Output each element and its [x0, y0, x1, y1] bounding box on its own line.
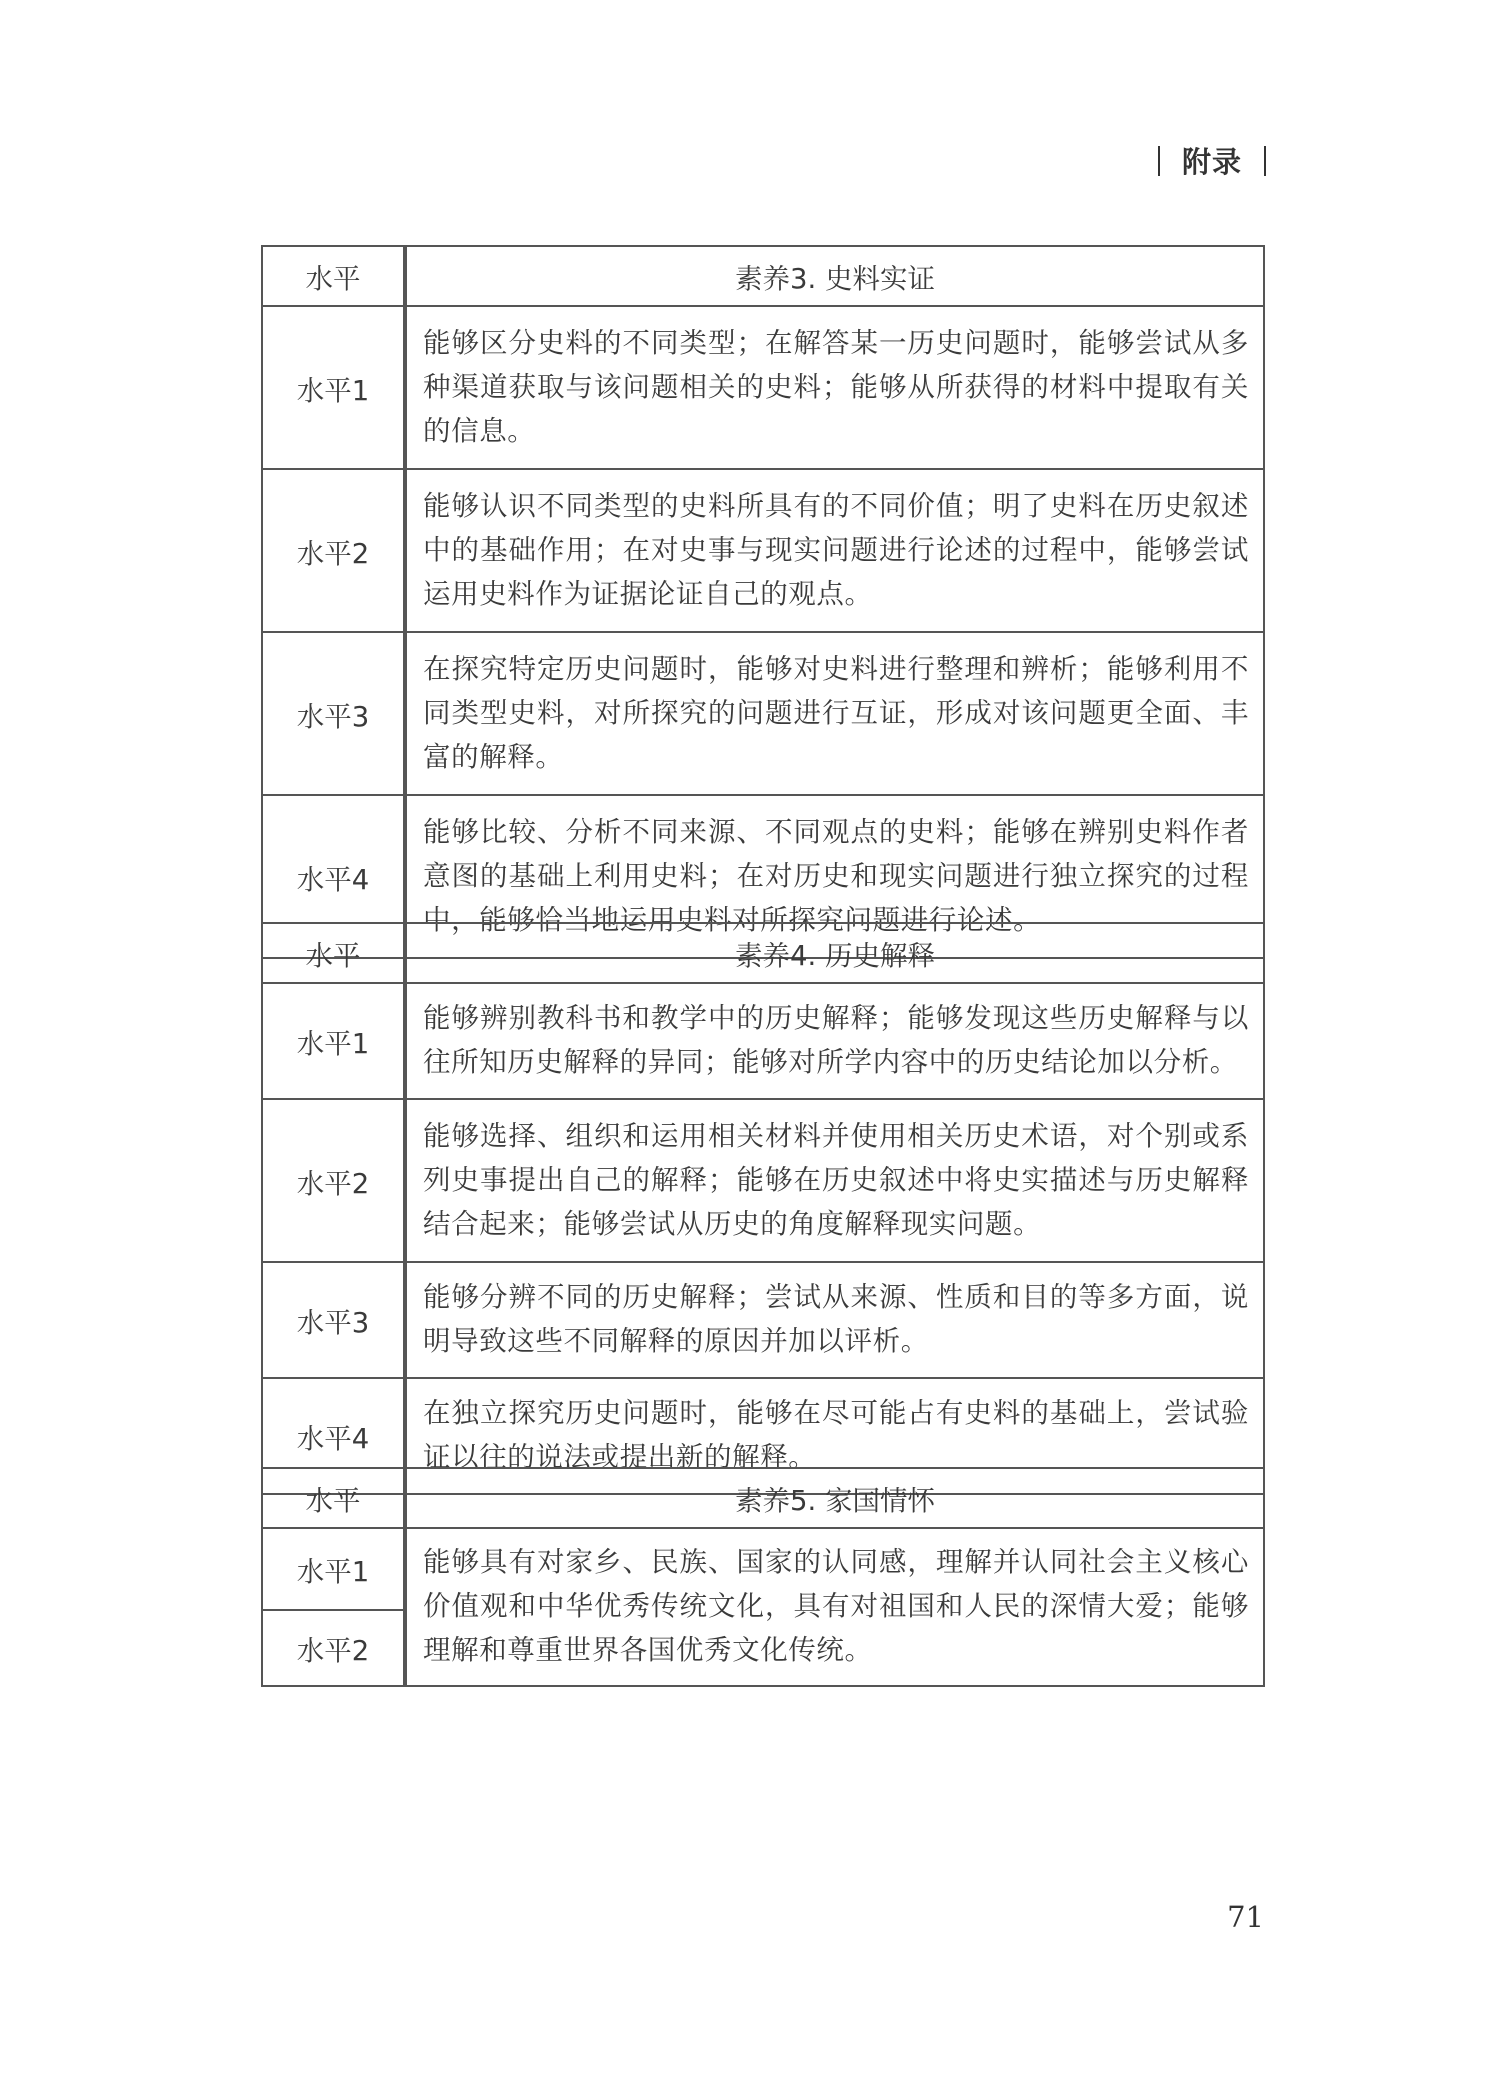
table-row: [262, 1262, 1264, 1378]
section-title: 附录: [1181, 145, 1242, 179]
table-row: [262, 1528, 1264, 1610]
table-header-row: [262, 1468, 1264, 1528]
table-header-row: [262, 923, 1264, 983]
literacy-table-5: [261, 1467, 1265, 1687]
header-divider-right: [1264, 146, 1266, 176]
literacy-table-3: [261, 245, 1265, 959]
level-label: 水平4: [262, 795, 405, 958]
level-description: 能够分辨不同的历史解释；尝试从来源、性质和目的等多方面，说明导致这些不同解释的原因并加以评析。: [405, 1262, 1264, 1378]
table-row: [262, 983, 1264, 1099]
level-label: 水平1: [262, 1528, 405, 1610]
level-label: 水平3: [262, 1262, 405, 1378]
table-row: [262, 469, 1264, 632]
literacy-title: 素养4. 历史解释: [405, 923, 1264, 983]
level-label: 水平2: [262, 1610, 405, 1686]
running-head: [1158, 140, 1266, 181]
level-label: 水平2: [262, 469, 405, 632]
table-header-row: [262, 246, 1264, 306]
level-column-header: 水平: [262, 923, 405, 983]
level-description: 能够具有对家乡、民族、国家的认同感，理解并认同社会主义核心价值观和中华优秀传统文化，具有对祖国和人民的深情大爱；能够理解和尊重世界各国优秀文化传统。: [405, 1528, 1264, 1686]
level-description: 能够辨别教科书和教学中的历史解释；能够发现这些历史解释与以往所知历史解释的异同；能够对所学内容中的历史结论加以分析。: [405, 983, 1264, 1099]
literacy-table-4: [261, 922, 1265, 1495]
level-description: 在独立探究历史问题时，能够在尽可能占有史料的基础上，尝试验证以往的说法或提出新的解释。: [405, 1378, 1264, 1494]
level-label: 水平2: [262, 1099, 405, 1262]
table-row: [262, 306, 1264, 469]
table-row: [262, 632, 1264, 795]
header-divider-left: [1158, 146, 1160, 176]
page-number: 71: [1227, 1900, 1264, 1934]
level-description: 在探究特定历史问题时，能够对史料进行整理和辨析；能够利用不同类型史料，对所探究的问题进行互证，形成对该问题更全面、丰富的解释。: [405, 632, 1264, 795]
level-description: 能够比较、分析不同来源、不同观点的史料；能够在辨别史料作者意图的基础上利用史料；在对历史和现实问题进行独立探究的过程中，能够恰当地运用史料对所探究问题进行论述。: [405, 795, 1264, 958]
level-description: 能够认识不同类型的史料所具有的不同价值；明了史料在历史叙述中的基础作用；在对史事与现实问题进行论述的过程中，能够尝试运用史料作为证据论证自己的观点。: [405, 469, 1264, 632]
level-column-header: 水平: [262, 1468, 405, 1528]
level-description: 能够选择、组织和运用相关材料并使用相关历史术语，对个别或系列史事提出自己的解释；能够在历史叙述中将史实描述与历史解释结合起来；能够尝试从历史的角度解释现实问题。: [405, 1099, 1264, 1262]
literacy-title: 素养3. 史料实证: [405, 246, 1264, 306]
level-label: 水平4: [262, 1378, 405, 1494]
level-label: 水平1: [262, 983, 405, 1099]
literacy-title: 素养5. 家国情怀: [405, 1468, 1264, 1528]
level-label: 水平3: [262, 632, 405, 795]
level-label: 水平1: [262, 306, 405, 469]
table-row: [262, 1099, 1264, 1262]
level-column-header: 水平: [262, 246, 405, 306]
level-description: 能够区分史料的不同类型；在解答某一历史问题时，能够尝试从多种渠道获取与该问题相关的史料；能够从所获得的材料中提取有关的信息。: [405, 306, 1264, 469]
